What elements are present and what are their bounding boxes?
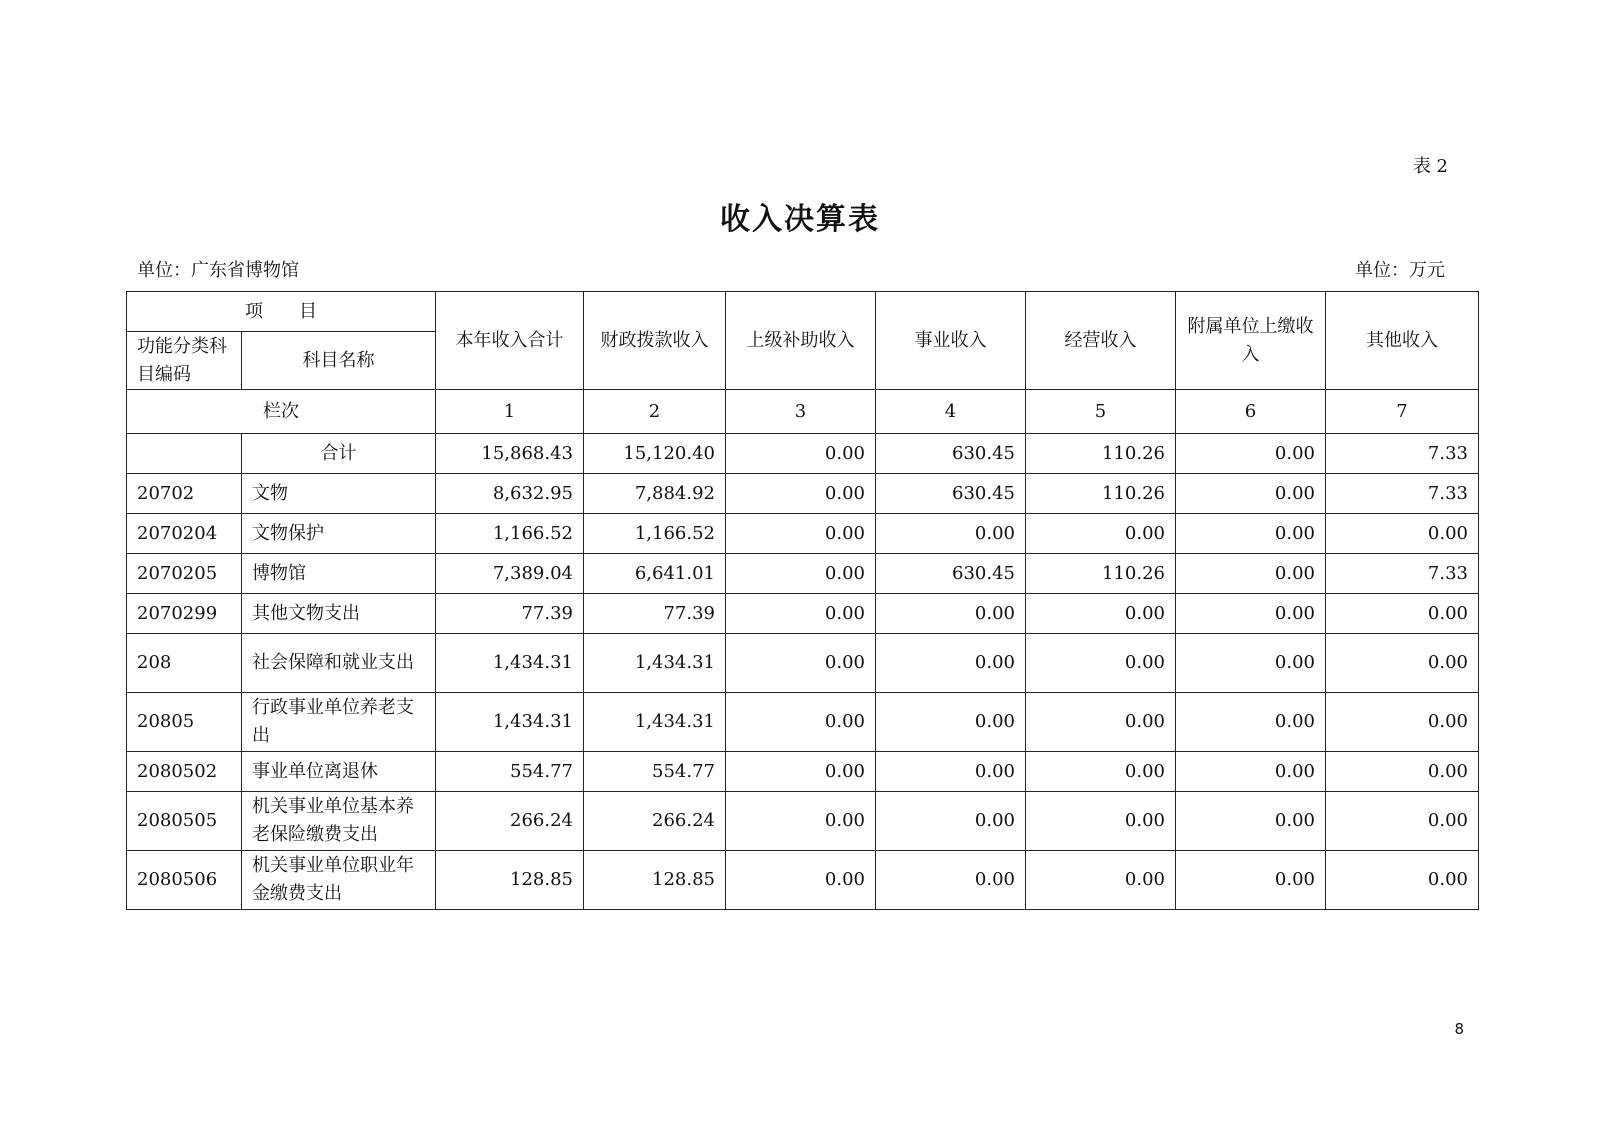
- cell-value: 0.00: [1176, 474, 1326, 514]
- cell-value: 0.00: [876, 693, 1026, 752]
- cell-value: 15,868.43: [436, 434, 584, 474]
- cell-value: 0.00: [1026, 693, 1176, 752]
- cell-value: 1,434.31: [436, 634, 584, 693]
- cell-code: 20702: [127, 474, 242, 514]
- cell-code: 2080505: [127, 792, 242, 851]
- table-row: [127, 693, 1479, 752]
- cell-name: 行政事业单位养老支出: [242, 693, 436, 752]
- cell-code: 2080502: [127, 752, 242, 792]
- cell-value: 0.00: [876, 851, 1026, 910]
- column-header: 财政拨款收入: [584, 292, 726, 390]
- cell-name: 机关事业单位职业年金缴费支出: [242, 851, 436, 910]
- cell-value: 0.00: [1176, 434, 1326, 474]
- cell-value: 128.85: [436, 851, 584, 910]
- cell-value: 7.33: [1326, 434, 1479, 474]
- cell-value: 0.00: [1326, 752, 1479, 792]
- cell-value: 0.00: [726, 634, 876, 693]
- header-name-label: 科目名称: [242, 332, 436, 390]
- cell-value: 0.00: [726, 752, 876, 792]
- page-number: 8: [1454, 1020, 1464, 1038]
- cell-value: 0.00: [1326, 693, 1479, 752]
- lanci-number: 2: [584, 390, 726, 434]
- cell-code: 2070204: [127, 514, 242, 554]
- cell-code: 2070299: [127, 594, 242, 634]
- cell-value: 0.00: [1026, 594, 1176, 634]
- lanci-number: 6: [1176, 390, 1326, 434]
- lanci-number: 5: [1026, 390, 1176, 434]
- lanci-label: 栏次: [127, 390, 436, 434]
- cell-name: 合计: [242, 434, 436, 474]
- cell-value: 0.00: [1026, 752, 1176, 792]
- cell-value: 1,434.31: [584, 634, 726, 693]
- cell-value: 630.45: [876, 554, 1026, 594]
- cell-name: 文物保护: [242, 514, 436, 554]
- cell-value: 0.00: [726, 594, 876, 634]
- lanci-number: 1: [436, 390, 584, 434]
- lanci-number: 7: [1326, 390, 1479, 434]
- table-tag: 表 2: [1412, 156, 1448, 177]
- column-header: 经营收入: [1026, 292, 1176, 390]
- cell-value: 77.39: [436, 594, 584, 634]
- cell-value: 128.85: [584, 851, 726, 910]
- cell-name: 机关事业单位基本养老保险缴费支出: [242, 792, 436, 851]
- cell-value: 0.00: [1176, 851, 1326, 910]
- column-header: 附属单位上缴收入: [1176, 292, 1326, 390]
- cell-value: 6,641.01: [584, 554, 726, 594]
- lanci-row: [127, 390, 1479, 434]
- cell-value: 110.26: [1026, 434, 1176, 474]
- cell-value: 15,120.40: [584, 434, 726, 474]
- cell-value: 0.00: [876, 514, 1026, 554]
- cell-value: 0.00: [1026, 851, 1176, 910]
- header-code-label: 功能分类科目编码: [127, 332, 242, 390]
- cell-value: 554.77: [436, 752, 584, 792]
- cell-value: 0.00: [876, 634, 1026, 693]
- column-header: 本年收入合计: [436, 292, 584, 390]
- table-row: [127, 851, 1479, 910]
- cell-value: 0.00: [726, 434, 876, 474]
- cell-code: [127, 434, 242, 474]
- cell-value: 0.00: [726, 554, 876, 594]
- cell-value: 1,434.31: [436, 693, 584, 752]
- table-row: [127, 514, 1479, 554]
- header-xiangmu: 项 目: [127, 292, 436, 332]
- cell-value: 7.33: [1326, 474, 1479, 514]
- table-row: [127, 792, 1479, 851]
- cell-value: 0.00: [1176, 693, 1326, 752]
- table-row: [127, 594, 1479, 634]
- cell-name: 社会保障和就业支出: [242, 634, 436, 693]
- cell-value: 8,632.95: [436, 474, 584, 514]
- cell-value: 0.00: [1176, 634, 1326, 693]
- cell-value: 110.26: [1026, 474, 1176, 514]
- table-row-total: [127, 434, 1479, 474]
- cell-value: 0.00: [726, 474, 876, 514]
- cell-value: 0.00: [1326, 634, 1479, 693]
- cell-value: 554.77: [584, 752, 726, 792]
- table-row: [127, 634, 1479, 693]
- column-header: 上级补助收入: [726, 292, 876, 390]
- column-header: 其他收入: [1326, 292, 1479, 390]
- cell-value: 7.33: [1326, 554, 1479, 594]
- cell-value: 0.00: [726, 792, 876, 851]
- cell-name: 博物馆: [242, 554, 436, 594]
- cell-value: 0.00: [1326, 792, 1479, 851]
- cell-value: 0.00: [726, 851, 876, 910]
- cell-code: 20805: [127, 693, 242, 752]
- cell-value: 0.00: [1176, 792, 1326, 851]
- cell-value: 7,389.04: [436, 554, 584, 594]
- cell-value: 0.00: [1326, 594, 1479, 634]
- cell-value: 0.00: [1176, 752, 1326, 792]
- cell-value: 7,884.92: [584, 474, 726, 514]
- cell-value: 0.00: [726, 514, 876, 554]
- table-row: [127, 752, 1479, 792]
- table-row: [127, 554, 1479, 594]
- cell-value: 0.00: [876, 594, 1026, 634]
- lanci-number: 3: [726, 390, 876, 434]
- cell-value: 1,434.31: [584, 693, 726, 752]
- table-row: [127, 474, 1479, 514]
- cell-value: 630.45: [876, 434, 1026, 474]
- cell-value: 0.00: [1026, 634, 1176, 693]
- cell-value: 0.00: [1176, 514, 1326, 554]
- cell-code: 2070205: [127, 554, 242, 594]
- cell-value: 0.00: [1176, 594, 1326, 634]
- cell-name: 事业单位离退休: [242, 752, 436, 792]
- unit-organization: 单位：广东省博物馆: [137, 260, 299, 281]
- cell-value: 0.00: [726, 693, 876, 752]
- cell-name: 其他文物支出: [242, 594, 436, 634]
- unit-currency: 单位：万元: [1355, 260, 1445, 281]
- page-title: 收入决算表: [720, 202, 880, 237]
- cell-value: 110.26: [1026, 554, 1176, 594]
- cell-value: 0.00: [876, 792, 1026, 851]
- cell-name: 文物: [242, 474, 436, 514]
- cell-value: 1,166.52: [584, 514, 726, 554]
- cell-value: 0.00: [1326, 851, 1479, 910]
- cell-code: 2080506: [127, 851, 242, 910]
- cell-value: 0.00: [1026, 514, 1176, 554]
- income-final-accounts-table: [126, 291, 1479, 910]
- cell-value: 266.24: [436, 792, 584, 851]
- cell-value: 0.00: [1176, 554, 1326, 594]
- cell-code: 208: [127, 634, 242, 693]
- cell-value: 630.45: [876, 474, 1026, 514]
- lanci-number: 4: [876, 390, 1026, 434]
- column-header: 事业收入: [876, 292, 1026, 390]
- cell-value: 0.00: [1026, 792, 1176, 851]
- cell-value: 1,166.52: [436, 514, 584, 554]
- cell-value: 77.39: [584, 594, 726, 634]
- cell-value: 0.00: [1326, 514, 1479, 554]
- cell-value: 0.00: [876, 752, 1026, 792]
- cell-value: 266.24: [584, 792, 726, 851]
